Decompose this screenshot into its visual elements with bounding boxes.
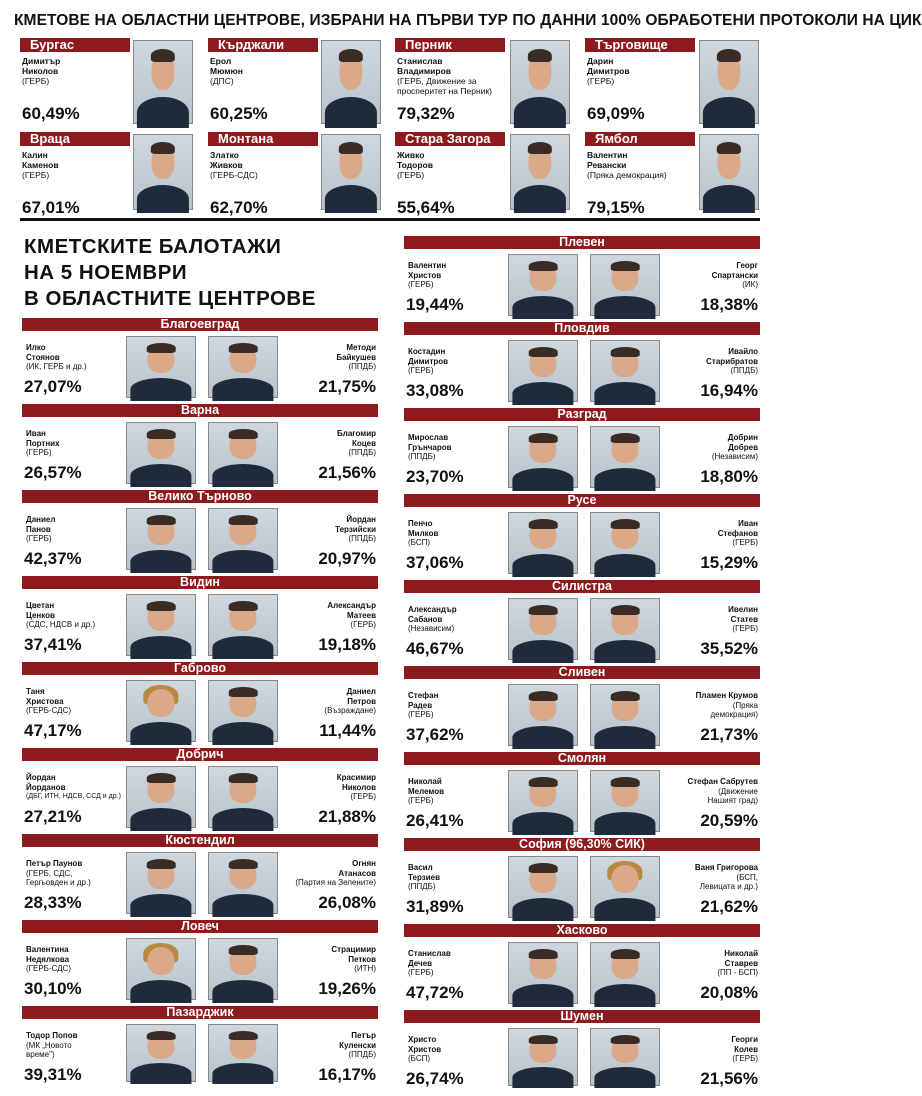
candidate-b-name: Ивелин Статев (ГЕРБ) xyxy=(728,605,758,633)
candidate-a-percent: 27,21% xyxy=(24,807,82,826)
candidate-b-percent: 19,18% xyxy=(318,635,376,654)
candidate-b-percent: 19,26% xyxy=(318,979,376,998)
candidate-b-name: Ивайло Старибратов (ППДБ) xyxy=(706,347,758,375)
candidate-b-photo xyxy=(590,856,660,918)
candidate-b-photo xyxy=(590,426,660,488)
candidate-percent: 67,01% xyxy=(22,198,80,217)
runoff-city xyxy=(22,576,378,662)
candidate-b-photo xyxy=(208,422,278,484)
candidate-a-percent: 23,70% xyxy=(406,467,464,486)
city-name: Пловдив xyxy=(404,322,760,335)
candidate-a-percent: 47,72% xyxy=(406,983,464,1002)
candidate-a-percent: 42,37% xyxy=(24,549,82,568)
candidate-b-percent: 21,56% xyxy=(700,1069,758,1088)
city-name: Монтана xyxy=(208,132,318,146)
winner-card xyxy=(395,132,571,226)
candidate-a-photo xyxy=(508,512,578,574)
candidate-photo xyxy=(133,40,193,124)
candidate-b-percent: 21,73% xyxy=(700,725,758,744)
section-divider xyxy=(20,218,760,221)
city-name: Шумен xyxy=(404,1010,760,1023)
candidate-b-name: Пламен Крумов (Пряка демокрация) xyxy=(695,691,758,719)
winner-card xyxy=(208,38,382,132)
runoff-city xyxy=(404,236,760,322)
candidate-a-photo xyxy=(508,942,578,1004)
runoff-city xyxy=(22,1006,378,1092)
candidate-a-percent: 39,31% xyxy=(24,1065,82,1084)
candidate-name: Златко Живков (ГЕРБ-СДС) xyxy=(210,150,258,180)
candidate-a-photo xyxy=(126,594,196,656)
candidate-a-photo xyxy=(508,856,578,918)
candidate-b-photo xyxy=(208,852,278,914)
candidate-photo xyxy=(510,134,570,210)
candidate-b-percent: 18,80% xyxy=(700,467,758,486)
candidate-b-name: Огнян Атанасов (Партия на Зелените) xyxy=(295,859,376,887)
candidate-b-name: Стефан Сабрутев (Движение Нашият град) xyxy=(687,777,758,805)
candidate-b-name: Страцимир Петков (ИТН) xyxy=(331,945,376,973)
candidate-photo xyxy=(699,134,759,210)
candidate-a-percent: 46,67% xyxy=(406,639,464,658)
candidate-a-percent: 33,08% xyxy=(406,381,464,400)
candidate-percent: 69,09% xyxy=(587,104,645,123)
candidate-a-photo xyxy=(508,598,578,660)
candidate-a-photo xyxy=(508,770,578,832)
candidate-b-percent: 16,94% xyxy=(700,381,758,400)
candidate-a-name: Валентин Христов (ГЕРБ) xyxy=(408,261,447,289)
candidate-a-name: Петър Паунов (ГЕРБ, СДС, Гергьовден и др.) xyxy=(26,859,91,887)
city-name: Разград xyxy=(404,408,760,421)
first-round-winners xyxy=(20,38,760,226)
city-name: Бургас xyxy=(20,38,130,52)
winner-card xyxy=(208,132,382,226)
city-name: Габрово xyxy=(22,662,378,675)
candidate-name: Ерол Мюмюн (ДПС) xyxy=(210,56,243,86)
candidate-a-photo xyxy=(126,938,196,1000)
candidate-percent: 62,70% xyxy=(210,198,268,217)
candidate-a-percent: 19,44% xyxy=(406,295,464,314)
candidate-percent: 55,64% xyxy=(397,198,455,217)
candidate-b-percent: 21,56% xyxy=(318,463,376,482)
runoff-city xyxy=(404,752,760,838)
candidate-name: Станислав Владимиров (ГЕРБ, Движение за просперитет на Перник) xyxy=(397,56,492,96)
runoff-city xyxy=(404,580,760,666)
candidate-b-percent: 21,88% xyxy=(318,807,376,826)
city-name: Смолян xyxy=(404,752,760,765)
candidate-a-percent: 26,41% xyxy=(406,811,464,830)
candidate-a-percent: 28,33% xyxy=(24,893,82,912)
city-name: Стара Загора xyxy=(395,132,505,146)
city-name: Плевен xyxy=(404,236,760,249)
candidate-b-name: Ваня Григорова (БСП, Левицата и др.) xyxy=(694,863,758,891)
candidate-a-photo xyxy=(126,508,196,570)
city-name: Търговище xyxy=(585,38,695,52)
candidate-a-percent: 37,06% xyxy=(406,553,464,572)
candidate-b-name: Георг Спартански (ИК) xyxy=(711,261,758,289)
runoff-city xyxy=(404,838,760,924)
candidate-a-name: Станислав Дечев (ГЕРБ) xyxy=(408,949,451,977)
candidate-b-percent: 20,97% xyxy=(318,549,376,568)
candidate-a-percent: 47,17% xyxy=(24,721,82,740)
candidate-b-name: Добрин Добрев (Независим) xyxy=(711,433,758,461)
candidate-a-percent: 37,62% xyxy=(406,725,464,744)
page-title: КМЕТОВЕ НА ОБЛАСТНИ ЦЕНТРОВЕ, ИЗБРАНИ НА ПЪРВИ ТУР ПО ДАННИ 100% ОБРАБОТЕНИ ПРОТОКОЛИ НА ЦИК xyxy=(14,12,922,29)
city-name: Русе xyxy=(404,494,760,507)
candidate-b-percent: 35,52% xyxy=(700,639,758,658)
candidate-a-photo xyxy=(508,1028,578,1086)
candidate-b-percent: 20,59% xyxy=(700,811,758,830)
candidate-b-name: Николай Ставрев (ПП - БСП) xyxy=(717,949,758,977)
candidate-photo xyxy=(321,40,381,124)
city-name: Велико Търново xyxy=(22,490,378,503)
candidate-b-name: Красимир Николов (ГЕРБ) xyxy=(336,773,376,801)
candidate-a-photo xyxy=(126,422,196,484)
candidate-b-percent: 21,75% xyxy=(318,377,376,396)
runoff-city xyxy=(22,748,378,834)
candidate-b-photo xyxy=(590,598,660,660)
candidate-b-name: Благомир Коцев (ППДБ) xyxy=(336,429,376,457)
city-name: София (96,30% СИК) xyxy=(404,838,760,851)
candidate-b-percent: 16,17% xyxy=(318,1065,376,1084)
candidate-a-name: Цветан Ценков (СДС, НДСВ и др.) xyxy=(26,601,96,629)
winner-card xyxy=(20,38,194,132)
city-name: Варна xyxy=(22,404,378,417)
candidate-b-name: Даниел Петров (Възраждане) xyxy=(324,687,376,715)
candidate-a-photo xyxy=(508,340,578,402)
candidate-a-name: Христо Христов (БСП) xyxy=(408,1035,442,1063)
runoff-heading: КМЕТСКИТЕ БАЛОТАЖИ НА 5 НОЕМВРИ В ОБЛАСТНИТЕ ЦЕНТРОВЕ xyxy=(24,235,316,310)
candidate-a-name: Таня Христова (ГЕРБ-СДС) xyxy=(26,687,72,715)
city-name: Кюстендил xyxy=(22,834,378,847)
city-name: Благоевград xyxy=(22,318,378,331)
candidate-percent: 60,25% xyxy=(210,104,268,123)
winner-card xyxy=(395,38,571,132)
candidate-a-percent: 26,74% xyxy=(406,1069,464,1088)
city-name: Ловеч xyxy=(22,920,378,933)
candidate-percent: 79,32% xyxy=(397,104,455,123)
candidate-a-percent: 30,10% xyxy=(24,979,82,998)
candidate-photo xyxy=(133,134,193,210)
candidate-photo xyxy=(321,134,381,210)
candidate-b-photo xyxy=(590,1028,660,1086)
winner-card xyxy=(585,38,760,132)
candidate-b-name: Георги Колев (ГЕРБ) xyxy=(731,1035,758,1063)
runoff-city xyxy=(22,318,378,404)
runoff-city xyxy=(22,404,378,490)
runoff-city xyxy=(22,662,378,748)
city-name: Перник xyxy=(395,38,505,52)
candidate-a-percent: 27,07% xyxy=(24,377,82,396)
candidate-name: Дарин Димитров (ГЕРБ) xyxy=(587,56,630,86)
candidate-photo xyxy=(510,40,570,124)
city-name: Кърджали xyxy=(208,38,318,52)
candidate-a-name: Мирослав Грънчаров (ППДБ) xyxy=(408,433,452,461)
candidate-b-photo xyxy=(208,594,278,656)
candidate-a-photo xyxy=(126,1024,196,1082)
runoff-column-left xyxy=(22,318,378,1092)
candidate-b-percent: 21,62% xyxy=(700,897,758,916)
winners-row xyxy=(20,132,760,226)
candidate-a-name: Стефан Радев (ГЕРБ) xyxy=(408,691,439,719)
candidate-a-photo xyxy=(126,336,196,398)
candidate-b-photo xyxy=(208,938,278,1000)
candidate-a-name: Иван Портних (ГЕРБ) xyxy=(26,429,60,457)
candidate-a-percent: 37,41% xyxy=(24,635,82,654)
candidate-a-photo xyxy=(126,680,196,742)
candidate-name: Валентин Ревански (Пряка демокрация) xyxy=(587,150,667,180)
runoff-city xyxy=(22,920,378,1006)
candidate-a-name: Васил Терзиев (ППДБ) xyxy=(408,863,440,891)
candidate-a-photo xyxy=(126,766,196,828)
city-name: Силистра xyxy=(404,580,760,593)
candidate-a-photo xyxy=(508,426,578,488)
winner-card xyxy=(20,132,194,226)
candidate-a-name: Валентина Недялкова (ГЕРБ-СДС) xyxy=(26,945,72,973)
candidate-a-name: Йордан Йорданов (ДБГ, ИТН, НДСВ, ССД и др.) xyxy=(26,773,121,800)
candidate-percent: 60,49% xyxy=(22,104,80,123)
candidate-a-name: Николай Мелемов (ГЕРБ) xyxy=(408,777,445,805)
city-name: Пазарджик xyxy=(22,1006,378,1019)
runoff-city xyxy=(404,666,760,752)
candidate-b-name: Александър Матеев (ГЕРБ) xyxy=(327,601,376,629)
runoff-city xyxy=(404,1010,760,1096)
city-name: Враца xyxy=(20,132,130,146)
candidate-a-name: Костадин Димитров (ГЕРБ) xyxy=(408,347,449,375)
candidate-b-photo xyxy=(208,508,278,570)
candidate-b-name: Методи Байкушев (ППДБ) xyxy=(336,343,376,371)
candidate-b-percent: 11,44% xyxy=(319,721,376,740)
candidate-b-photo xyxy=(208,766,278,828)
city-name: Видин xyxy=(22,576,378,589)
candidate-name: Живко Тодоров (ГЕРБ) xyxy=(397,150,433,180)
candidate-name: Димитър Николов (ГЕРБ) xyxy=(22,56,61,86)
candidate-a-percent: 26,57% xyxy=(24,463,82,482)
runoff-column-right xyxy=(404,236,760,1096)
city-name: Сливен xyxy=(404,666,760,679)
candidate-a-name: Даниел Панов (ГЕРБ) xyxy=(26,515,56,543)
candidate-b-photo xyxy=(590,684,660,746)
candidate-b-percent: 20,08% xyxy=(700,983,758,1002)
city-name: Добрич xyxy=(22,748,378,761)
candidate-a-photo xyxy=(126,852,196,914)
candidate-a-name: Пенчо Милков (БСП) xyxy=(408,519,439,547)
candidate-b-photo xyxy=(208,336,278,398)
city-name: Ямбол xyxy=(585,132,695,146)
runoff-city xyxy=(404,924,760,1010)
candidate-a-name: Александър Сабанов (Независим) xyxy=(408,605,457,633)
winner-card xyxy=(585,132,760,226)
runoff-city xyxy=(22,834,378,920)
candidate-b-name: Йордан Терзийски (ППДБ) xyxy=(335,515,376,543)
candidate-b-photo xyxy=(590,512,660,574)
candidate-b-name: Петър Куленски (ППДБ) xyxy=(339,1031,376,1059)
winners-row xyxy=(20,38,760,132)
candidate-b-percent: 18,38% xyxy=(700,295,758,314)
candidate-name: Калин Каменов (ГЕРБ) xyxy=(22,150,59,180)
candidate-a-photo xyxy=(508,254,578,316)
city-name: Хасково xyxy=(404,924,760,937)
candidate-b-percent: 26,08% xyxy=(318,893,376,912)
candidate-a-name: Илко Стоянов (ИК, ГЕРБ и др.) xyxy=(26,343,87,371)
candidate-a-percent: 31,89% xyxy=(406,897,464,916)
runoff-city xyxy=(404,494,760,580)
candidate-b-percent: 15,29% xyxy=(700,553,758,572)
candidate-b-photo xyxy=(590,340,660,402)
candidate-b-photo xyxy=(590,770,660,832)
candidate-b-name: Иван Стефанов (ГЕРБ) xyxy=(717,519,758,547)
runoff-city xyxy=(22,490,378,576)
candidate-a-name: Тодор Попов (МК „Новото време") xyxy=(26,1031,78,1059)
candidate-percent: 79,15% xyxy=(587,198,645,217)
candidate-b-photo xyxy=(590,942,660,1004)
candidate-a-photo xyxy=(508,684,578,746)
runoff-city xyxy=(404,408,760,494)
candidate-b-photo xyxy=(208,1024,278,1082)
candidate-b-photo xyxy=(590,254,660,316)
candidate-photo xyxy=(699,40,759,124)
candidate-b-photo xyxy=(208,680,278,742)
runoff-city xyxy=(404,322,760,408)
